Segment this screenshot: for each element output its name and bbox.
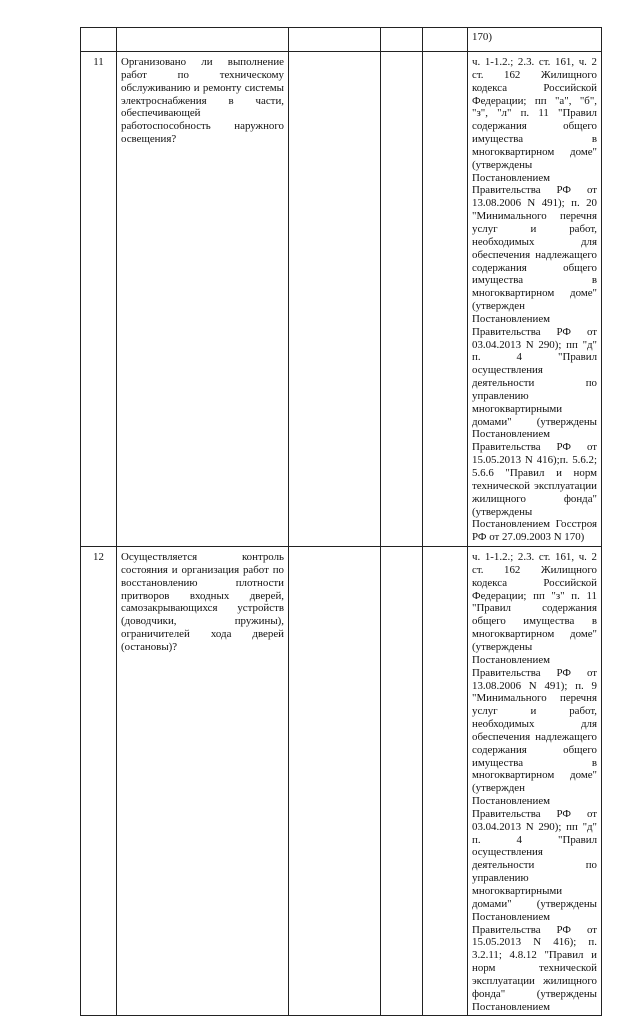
table-row-continuation bbox=[81, 28, 602, 52]
cell-answer-na bbox=[423, 28, 468, 52]
reference-text: 170) bbox=[472, 31, 492, 43]
cell-answer-no bbox=[381, 547, 423, 1016]
cell-answer-yes bbox=[289, 547, 381, 1016]
table-row bbox=[81, 547, 602, 1016]
cell-answer-yes bbox=[289, 52, 381, 547]
cell-question: Осуществляется контроль состояния и организация работ по восстановлению плотности притворов входных дверей, самозакрывающихся устройств (доводчики, пружины), ограничителей хода дверей (остановы)? bbox=[117, 547, 289, 1016]
cell-reference bbox=[468, 28, 602, 52]
requirements-table bbox=[80, 27, 602, 1016]
cell-number: 12 bbox=[81, 547, 117, 1016]
cell-question bbox=[117, 28, 289, 52]
cell-reference bbox=[468, 547, 602, 1016]
reference-text: ч. 1-1.2.; 2.3. ст. 161, ч. 2 ст. 162 Жилищного кодекса Российской Федерации; пп "з" п. 11 "Правил содержания общего имущества в многоквартирном доме" (утверждены Постановлением Правительства РФ от 13.08.2006 N 491); п. 9 "Минимального перечня услуг и работ, необходимых для обеспечения надлежащего содержания общего имущества в многоквартирном доме" (утвержден Постановлением Правительства РФ от 03.04.2013 N 290); пп "д" п. 4 "Правил осуществления деятельности по управлению многоквартирными домами" (утверждены Постановлением Правительства РФ от 15.05.2013 N 416); п. 3.2.11; 4.8.12 "Правил и норм технической эксплуатации жилищного фонда" (утверждены Постановлением bbox=[472, 551, 600, 1013]
cell-reference bbox=[468, 52, 602, 547]
cell-answer-na bbox=[423, 52, 468, 547]
cell-answer-no bbox=[381, 28, 423, 52]
reference-text: ч. 1-1.2.; 2.3. ст. 161, ч. 2 ст. 162 Жилищного кодекса Российской Федерации; пп "а", "б", "з", "л" п. 11 "Правил содержания общего имущества в многоквартирном доме" (утверждены Постановлением Правительства РФ от 13.08.2006 N 491); п. 20 "Минимального перечня услуг и работ, необходимых для обеспечения надлежащего содержания общего имущества в многоквартирном доме" (утвержден Постановлением Правительства РФ от 03.04.2013 N 290); пп "д" п. 4 "Правил осуществления деятельности по управлению многоквартирными домами" (утверждены Постановлением Правительства РФ от 15.05.2013 N 416);п. 5.6.2; 5.6.6 "Правил и норм технической эксплуатации жилищного фонда" (утверждены Постановлением Госстроя РФ от 27.09.2003 N 170) bbox=[472, 56, 600, 544]
cell-number bbox=[81, 28, 117, 52]
table-row bbox=[81, 52, 602, 547]
cell-number: 11 bbox=[81, 52, 117, 547]
cell-answer-na bbox=[423, 547, 468, 1016]
cell-answer-no bbox=[381, 52, 423, 547]
cell-answer-yes bbox=[289, 28, 381, 52]
cell-question: Организовано ли выполнение работ по техническому обслуживанию и ремонту системы электроснабжения в части, обеспечивающей работоспособность наружного освещения? bbox=[117, 52, 289, 547]
